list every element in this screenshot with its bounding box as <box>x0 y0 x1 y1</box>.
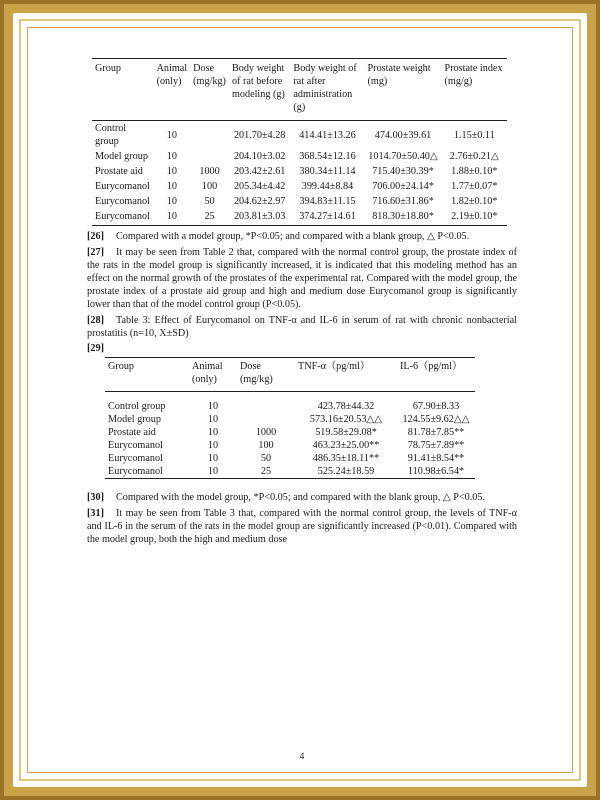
cell: 110.98±6.54* <box>407 466 465 478</box>
table-3-tnf-il6 <box>105 357 475 479</box>
cell: 78.75±7.89** <box>407 440 465 452</box>
col-header-dose: Dose (mg/kg) <box>193 63 226 88</box>
table-row <box>105 465 475 479</box>
cell: 204.62±2.97 <box>233 196 286 208</box>
cell: Eurycomanol <box>108 453 163 465</box>
cell: 2.19±0.10* <box>451 211 498 223</box>
col-header-prostate-weight: Prostate weight (mg) <box>367 63 431 88</box>
document-page <box>87 58 517 770</box>
cell: 1.82±0.10* <box>451 196 498 208</box>
paragraph-number: [30] <box>87 492 104 504</box>
table-header-row <box>105 357 475 391</box>
cell: 10 <box>166 166 177 178</box>
paragraph-number: [27] <box>87 246 104 258</box>
cell: 10 <box>166 129 177 141</box>
cell: 201.70±4.28 <box>233 129 286 141</box>
cell: 10 <box>166 151 177 163</box>
cell: Eurycomanol <box>95 196 150 208</box>
cell: Control group <box>108 401 166 413</box>
cell: 414.41±13.26 <box>299 129 356 141</box>
cell: 474.00±39.61 <box>374 129 432 141</box>
col-header-prostate-index: Prostate index (mg/g) <box>444 63 503 88</box>
cell: 10 <box>207 466 219 478</box>
paragraph-29 <box>87 342 517 355</box>
table-row <box>92 149 507 164</box>
cell: 380.34±11.14 <box>299 166 356 178</box>
cell: 203.42±2.61 <box>233 166 286 178</box>
table-row <box>92 209 507 225</box>
cell: 124.55±9.62△△ <box>402 414 470 426</box>
table-row <box>92 179 507 194</box>
cell: 100 <box>258 440 274 452</box>
cell: 818.30±18.80* <box>372 211 434 223</box>
cell: 525.24±18.59 <box>317 466 375 478</box>
cell: 368.54±12.16 <box>299 151 356 163</box>
cell: 67.90±8.33 <box>412 401 460 413</box>
paragraph-27 <box>87 246 517 311</box>
cell: Control group <box>95 123 127 148</box>
paragraph-number: [29] <box>87 342 104 354</box>
paragraph-number: [28] <box>87 314 104 326</box>
cell: 50 <box>204 196 215 208</box>
cell: Eurycomanol <box>95 181 150 193</box>
cell: Eurycomanol <box>108 466 163 478</box>
cell: 2.76±0.21△ <box>449 151 499 163</box>
table-2-body-weight-prostate <box>92 58 507 226</box>
table-header-row <box>92 59 507 121</box>
cell: 463.23±25.00** <box>312 440 380 452</box>
cell: 10 <box>166 196 177 208</box>
cell: 203.81±3.03 <box>233 211 286 223</box>
table-row <box>105 439 475 452</box>
cell: 394.83±11.15 <box>299 196 356 208</box>
table-row <box>92 194 507 209</box>
table-row <box>105 426 475 439</box>
cell: 10 <box>207 401 219 413</box>
cell: 10 <box>207 440 219 452</box>
cell: 1.88±0.10* <box>451 166 498 178</box>
cell: Eurycomanol <box>108 440 163 452</box>
table-row <box>105 413 475 426</box>
cell: 573.16±20.53△△ <box>309 414 383 426</box>
cell: 1.77±0.07* <box>451 181 498 193</box>
cell <box>237 413 295 426</box>
col-header-dose: Dose (mg/kg) <box>240 360 273 385</box>
col-header-weight-after: Body weight of rat after administration (g) <box>293 63 357 114</box>
cell: 91.41±8.54** <box>407 453 465 465</box>
col-header-animal: Animal (only) <box>192 360 223 385</box>
cell: Model group <box>95 151 148 163</box>
cell: Model group <box>108 414 161 426</box>
cell: 1000 <box>255 427 277 439</box>
cell: Prostate aid <box>95 166 143 178</box>
cell: 10 <box>207 414 219 426</box>
cell: 706.00±24.14* <box>372 181 434 193</box>
table-3-caption: Table 3: Effect of Eurycomanol on TNF-α and IL-6 in serum of rat with chronic nonbacterial prostatitis (n=10, X±SD) <box>87 314 517 339</box>
paragraph-text: It may be seen from Table 3 that, compared with the normal control group, the levels of TNF-α and IL-6 in the serum of the rats in the model group are significantly increased (P<0.01). Compared with the model group, both the high and medium dose <box>87 508 517 546</box>
paragraph-text: Compared with the model group, *P<0.05; and compared with the blank group, △ P<0.05. <box>115 492 486 504</box>
cell: 25 <box>260 466 272 478</box>
cell: 10 <box>166 181 177 193</box>
paragraph-31 <box>87 507 517 546</box>
table-row <box>105 392 475 414</box>
cell: 100 <box>201 181 218 193</box>
cell: Prostate aid <box>108 427 156 439</box>
cell: 10 <box>166 211 177 223</box>
page-number: 4 <box>299 751 305 761</box>
cell: 1.15±0.11 <box>453 129 495 141</box>
table-row <box>105 452 475 465</box>
cell <box>237 392 295 414</box>
cell: Eurycomanol <box>95 211 150 223</box>
paragraph-text: It may be seen from Table 2 that, compared with the normal control group, the prostate index of the rats in the model group is significantly increased, it is indicated that this modeling method has an effect on the normal growth of the prostates of the experimental rat. Compared with the model group, the prostate index of a prostate aid group and high and medium dose Eurycomanol group is significantly lower than that of the model control group (P<0.05). <box>87 246 517 310</box>
col-header-group: Group <box>108 360 135 372</box>
cell: 81.78±7.85** <box>407 427 465 439</box>
col-header-tnf: TNF-α（pg/ml） <box>298 360 371 372</box>
table-row <box>92 121 507 150</box>
col-header-weight-before: Body weight of rat before modeling (g) <box>231 63 285 101</box>
col-header-group: Group <box>95 63 122 74</box>
cell: 486.35±18.11** <box>312 453 380 465</box>
cell: 374.27±14.61 <box>299 211 356 223</box>
cell <box>190 121 229 150</box>
table-row <box>92 164 507 179</box>
cell: 204.10±3.02 <box>233 151 286 163</box>
paragraph-30 <box>87 491 517 504</box>
cell: 1014.70±50.40△ <box>368 151 438 163</box>
cell: 50 <box>260 453 272 465</box>
col-header-il6: IL-6（pg/ml） <box>400 360 463 372</box>
cell: 519.58±29.08* <box>315 427 377 439</box>
paragraph-text: Compared with a model group, *P<0.05; and compared with a blank group, △ P<0.05. <box>115 230 470 242</box>
paragraph-26 <box>87 230 517 243</box>
cell: 399.44±8.84 <box>301 181 354 193</box>
cell: 716.60±31.86* <box>372 196 434 208</box>
cell: 205.34±4.42 <box>233 181 286 193</box>
paragraph-number: [31] <box>87 508 104 520</box>
col-header-animal: Animal (only) <box>156 63 188 88</box>
cell <box>190 149 229 164</box>
paragraph-28 <box>87 314 517 340</box>
cell: 25 <box>204 211 215 223</box>
cell: 423.78±44.32 <box>317 401 375 413</box>
cell: 1000 <box>199 166 220 178</box>
paragraph-number: [26] <box>87 230 104 242</box>
cell: 10 <box>207 427 219 439</box>
cell: 10 <box>207 453 219 465</box>
cell: 715.40±30.39* <box>372 166 434 178</box>
